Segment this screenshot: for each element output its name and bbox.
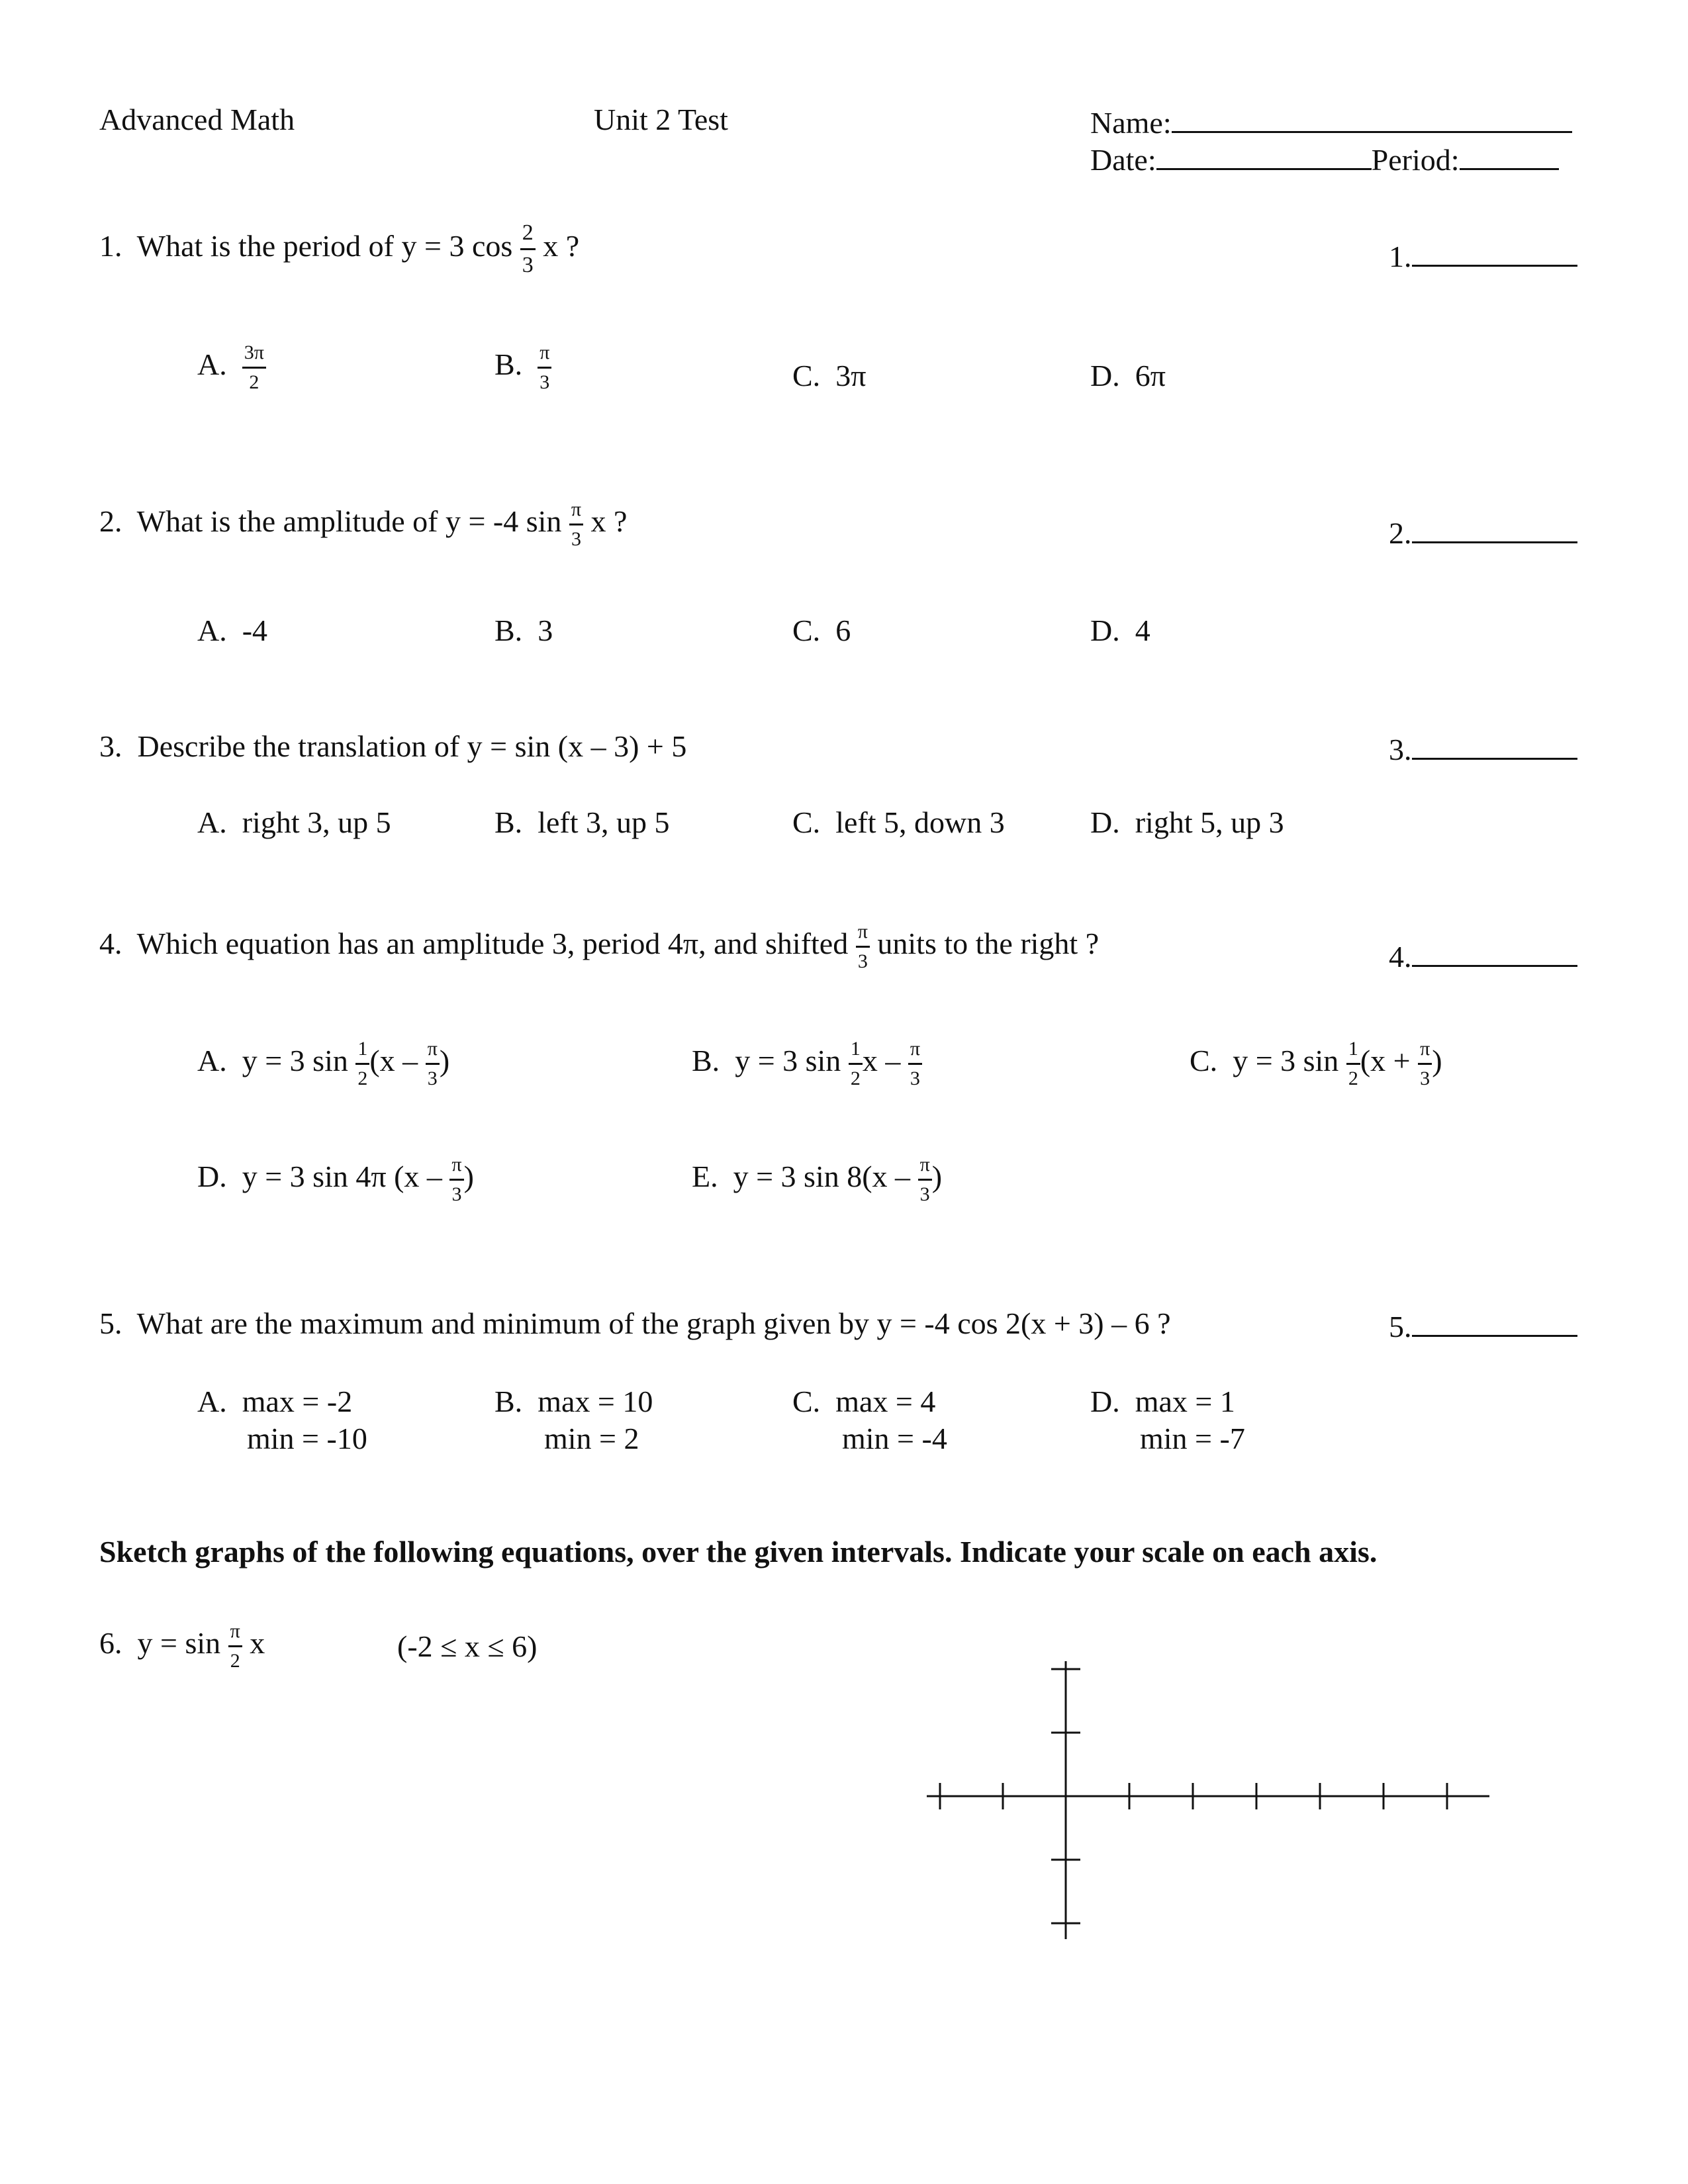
q4-shift: $\frac{\pi}{3}$	[856, 922, 870, 972]
q5-choice-c[interactable]: C. max = 4 min = -4	[792, 1385, 947, 1455]
q5-prompt: What are the maximum and minimum of the graph given by y = -4 cos 2(x + 3) – 6 ?	[136, 1306, 1171, 1340]
answer-line-5[interactable]: 5.	[1389, 1308, 1577, 1342]
course-title: Advanced Math	[99, 103, 295, 136]
q3-prompt: Describe the translation of y = sin (x – 3) + 5	[137, 729, 687, 763]
q3-choice-a[interactable]: A. right 3, up 5	[197, 805, 391, 839]
q2-coefficient: $\frac{\pi}{3}$	[569, 500, 583, 549]
q1-prompt-suffix: x ?	[543, 229, 580, 263]
q5-choice-b[interactable]: B. max = 10 min = 2	[494, 1385, 653, 1455]
q1-choice-b[interactable]: B. $\frac{\pi}{3}$	[494, 343, 551, 392]
q2-prompt: What is the amplitude of y = -4 sin	[136, 504, 562, 539]
q5-choice-a[interactable]: A. max = -2 min = -10	[197, 1385, 367, 1455]
period-blank[interactable]	[1460, 142, 1559, 170]
q6-interval: (-2 ≤ x ≤ 6)	[397, 1629, 538, 1663]
q2-choice-d[interactable]: D. 4	[1090, 614, 1150, 647]
q1-coefficient: $\frac{2}{3}$	[520, 222, 536, 277]
question-5: 5. What are the maximum and minimum of the graph given by y = -4 cos 2(x + 3) – 6 ?	[99, 1306, 1171, 1340]
q4-choice-b[interactable]: B. y = 3 sin $\frac{1}{2}$ x – $\frac{\pi}{3}$	[692, 1039, 922, 1089]
q2-choice-a[interactable]: A. -4	[197, 614, 268, 647]
period-label: Period:	[1371, 143, 1460, 177]
q4-choice-c[interactable]: C. y = 3 sin $\frac{1}{2}$ (x + $\frac{\pi}{3}$ )	[1190, 1038, 1442, 1089]
test-title: Unit 2 Test	[594, 103, 728, 136]
answer-line-3[interactable]: 3.	[1389, 731, 1577, 765]
question-6: 6. y = sin $\frac{\pi}{2}$ x	[99, 1620, 265, 1672]
name-label: Name:	[1090, 106, 1172, 140]
q4-choice-d[interactable]: D. y = 3 sin 4π (x – $\frac{\pi}{3}$ )	[197, 1154, 474, 1205]
question-2: 2. What is the amplitude of y = -4 sin $\frac{\pi}{3}$ x ?	[99, 498, 628, 550]
name-blank[interactable]	[1172, 105, 1572, 133]
question-3: 3. Describe the translation of y = sin (x – 3) + 5	[99, 729, 687, 763]
graph-instructions: Sketch graphs of the following equations, over the given intervals. Indicate your scale on each axis.	[99, 1535, 1378, 1569]
q3-choice-b[interactable]: B. left 3, up 5	[494, 805, 670, 839]
q4-prompt: Which equation has an amplitude 3, period 4π, and shifted	[136, 927, 849, 961]
date-blank[interactable]	[1156, 142, 1372, 170]
q3-choice-d[interactable]: D. right 5, up 3	[1090, 805, 1284, 839]
q6-coefficient: $\frac{\pi}{2}$	[228, 1621, 242, 1671]
q1-number: 1.	[99, 229, 122, 263]
question-1	[99, 222, 579, 277]
answer-line-1[interactable]: 1.	[1389, 238, 1577, 272]
q4-choice-e[interactable]: E. y = 3 sin 8(x – $\frac{\pi}{3}$ )	[692, 1154, 943, 1205]
answer-line-2[interactable]: 2.	[1389, 515, 1577, 549]
question-4: 4. Which equation has an amplitude 3, period 4π, and shifted $\frac{\pi}{3}$ units to the right ?	[99, 921, 1100, 972]
q2-choice-b[interactable]: B. 3	[494, 614, 553, 647]
q1-prompt: What is the period of y = 3 cos	[136, 229, 513, 263]
q4-choice-a[interactable]: A. y = 3 sin $\frac{1}{2}$ (x – $\frac{\pi}{3}$ )	[197, 1038, 450, 1089]
graph-axes[interactable]	[927, 1648, 1496, 1966]
q1-choice-d[interactable]: D. 6π	[1090, 359, 1166, 392]
q1-choice-a[interactable]: A. $\frac{3\pi}{2}$	[197, 343, 266, 392]
q2-choice-c[interactable]: C. 6	[792, 614, 851, 647]
q1-choice-c[interactable]: C. 3π	[792, 359, 867, 392]
date-period-field[interactable]	[1090, 142, 1559, 175]
q3-choice-c[interactable]: C. left 5, down 3	[792, 805, 1005, 839]
answer-line-4[interactable]: 4.	[1389, 938, 1577, 972]
q5-choice-d[interactable]: D. max = 1 min = -7	[1090, 1385, 1245, 1455]
name-field[interactable]	[1090, 105, 1572, 138]
date-label: Date:	[1090, 143, 1156, 177]
